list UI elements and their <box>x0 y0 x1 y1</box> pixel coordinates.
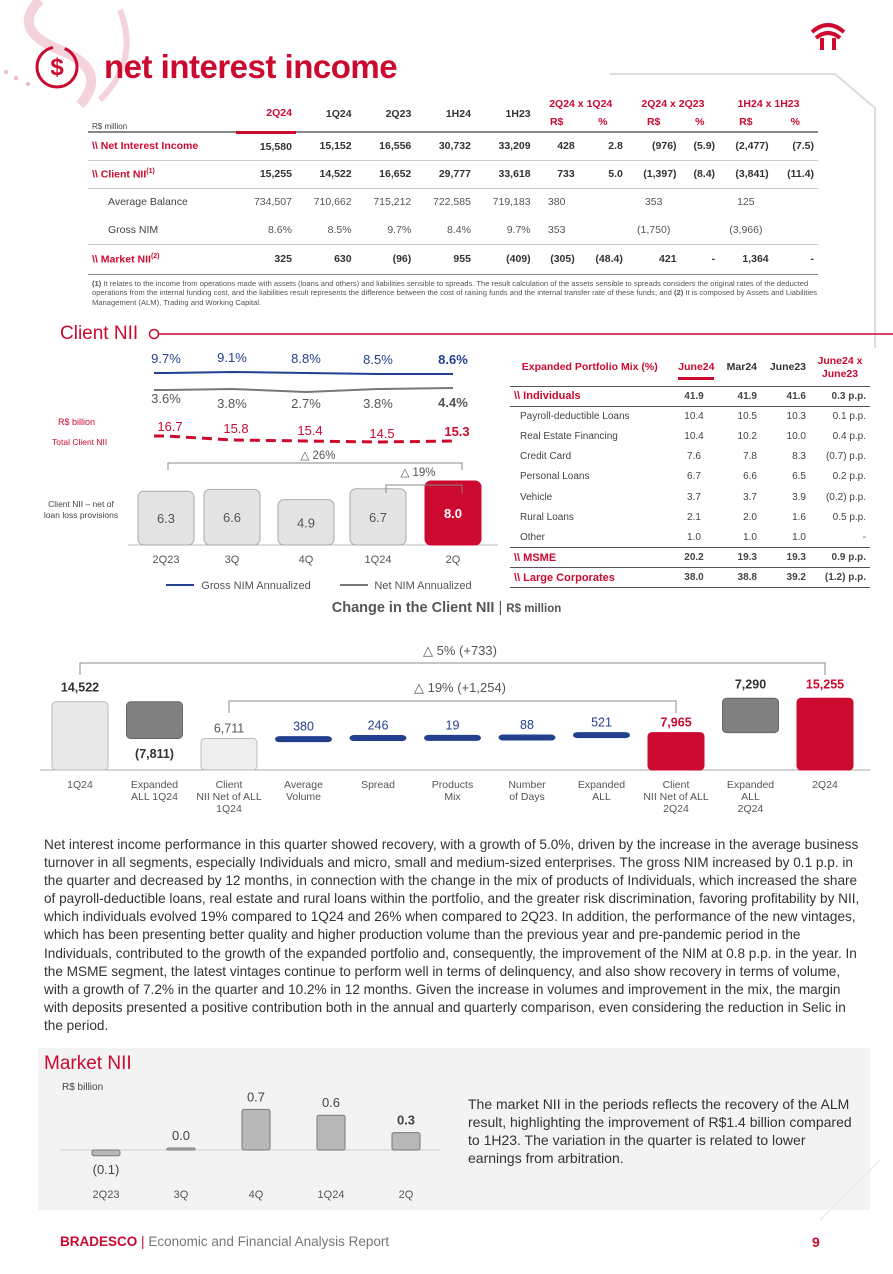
table-cell: 955 <box>453 253 471 265</box>
category-line: ALL 1Q24 <box>131 791 178 803</box>
net-nim-label: 3.8% <box>363 396 393 411</box>
market-bar <box>242 1109 270 1150</box>
subcol-head: R$ <box>646 115 661 128</box>
mix-cell: 10.5 <box>737 411 757 423</box>
waterfall-category-label <box>578 779 625 803</box>
mix-cell: 10.3 <box>786 411 806 423</box>
waterfall-category-label <box>727 779 774 815</box>
market-x-label: 2Q23 <box>92 1189 120 1201</box>
mix-col: June24 <box>678 361 714 380</box>
col-head: 1H24 <box>445 107 471 120</box>
table-cell: 733 <box>557 168 575 180</box>
table-cell: (3,841) <box>735 168 769 180</box>
col-head: 2Q23 <box>385 107 412 120</box>
mix-cell: 19.3 <box>737 552 757 564</box>
table-cell: 8.4% <box>447 223 471 236</box>
delta-mid-bracket <box>229 701 676 713</box>
mix-row <box>510 487 870 507</box>
table-cell: 8.6% <box>268 223 292 236</box>
table-cell: 722,585 <box>432 196 471 209</box>
market-x-label: 3Q <box>173 1189 189 1201</box>
col-head: 1Q24 <box>325 107 352 120</box>
waterfall-bar <box>648 733 704 770</box>
table-cell: 15,152 <box>319 140 352 153</box>
row-label <box>88 216 236 244</box>
table-cell: 33,209 <box>498 140 531 153</box>
mix-cell: 6.6 <box>743 471 757 483</box>
total-label: 15.4 <box>297 423 323 438</box>
footer-report: Economic and Financial Analysis Report <box>148 1234 390 1249</box>
table-cell: 734,507 <box>253 196 292 209</box>
waterfall-category-label <box>643 779 709 815</box>
analysis-paragraph: Net interest income performance in this quarter showed recovery, with a growth of 5.0%, driven by the increase in the average business turnover in all segments, especially Individuals and micro, small and medium-sized enterprises. The gross NIM increased by 0.1 p.p. in the quarter and decreased by 12 months, in connection with the change in the mix of products of Individuals, which increased the share of payroll-deductible loans, real estate and rural loans within the portfolio, and the greater risk discrimination, favoring profitability by NII, which individuals evolved 19% compared to 1Q24 and 26% when compared to 2Q23. In addition, the performance of the new vintages, which has been presenting better quality and higher production volume than the previous year and pre-pandemic period in the Individuals, contributed to the growth of the expanded portfolio and, consequently, the improvement of the NIM at 0.8 p.p. in the year. In the MSME segment, the latest vintages continue to perform well in terms of delinquency, and also show recovery in terms of volume, with a growth of 7.2% in the quarter and 10.2% in 12 months. Given the increase in volumes and improvement in the mix, the margin with deposits presented a positive contribution both in the annual and quarterly comparison, even considering the reduction in Selic in the period. <box>44 837 860 1033</box>
table-cell: 421 <box>659 253 677 265</box>
waterfall-category-label <box>508 779 546 803</box>
table-cell <box>579 216 627 244</box>
table-cell: 428 <box>557 140 575 153</box>
table-cell: 353 <box>547 223 566 236</box>
waterfall-bar <box>350 736 406 741</box>
row-label <box>88 188 236 216</box>
group-head: 1H24 x 1H23 <box>737 98 800 110</box>
table-cell: (1,397) <box>643 168 677 180</box>
table-row <box>88 132 818 160</box>
table-cell: (96) <box>392 253 412 265</box>
waterfall-value-label: 7,965 <box>660 715 692 730</box>
mix-row <box>510 467 870 487</box>
table-row <box>88 216 818 244</box>
net-nim-label: 3.8% <box>217 396 247 411</box>
category-line: ALL <box>741 791 760 803</box>
waterfall-value-label: 88 <box>520 718 534 733</box>
category-line: NII Net of ALL <box>643 791 709 803</box>
category-line: of Days <box>509 791 545 803</box>
mix-cell: 1.0 <box>687 531 701 543</box>
x-tick-label: 3Q <box>224 554 240 566</box>
mix-cell: - <box>862 531 866 543</box>
corner-decoration <box>820 1150 893 1230</box>
table-cell: 9.7% <box>387 223 412 236</box>
waterfall-category-label: Spread <box>361 779 395 791</box>
mix-cell: 20.2 <box>684 552 704 564</box>
footer <box>60 1234 389 1249</box>
delta-top-bracket <box>80 663 825 675</box>
category-line: NII Net of ALL <box>196 791 262 803</box>
col-head: 2Q24 <box>236 96 296 132</box>
mix-cell: 0.3 p.p. <box>831 390 866 402</box>
page-title: net interest income <box>104 48 398 85</box>
delta-mid-label: △ 19% (+1,254) <box>413 680 507 695</box>
table-cell <box>773 188 818 216</box>
table-cell <box>579 188 627 216</box>
row-label-text: \\ Net Interest Income <box>92 140 199 153</box>
table-cell: (8.4) <box>693 168 716 180</box>
waterfall-value-label: 6,711 <box>213 721 245 736</box>
row-label-text: Average Balance <box>108 196 188 209</box>
x-tick-label: 1Q24 <box>364 554 392 566</box>
table-cell: 2.8 <box>608 140 623 153</box>
table-cell: 125 <box>737 196 755 209</box>
svg-text:$: $ <box>50 54 64 81</box>
bradesco-logo <box>808 18 848 54</box>
row-label <box>88 132 236 160</box>
mix-cell: 38.0 <box>684 572 704 584</box>
nii-table <box>88 96 818 275</box>
total-label: 14.5 <box>369 426 395 441</box>
x-tick-label: 2Q <box>445 554 461 566</box>
footnote-1: It relates to the income from operations made with assets (loans and others) and liabilities sensible to spreads. The result calculation of the assets sensible to spreads considers the original rates of the deducted operations from the internal funding cost, and the liabilities result represents the difference between the cost of raising funds and the internal transfer rate of these funds; and <box>92 279 809 298</box>
mix-row <box>510 568 870 588</box>
mix-row <box>510 507 870 527</box>
portfolio-mix-table <box>510 350 870 588</box>
waterfall-title: Change in the Client NII | R$ million <box>331 600 562 616</box>
gross-nim-line <box>154 372 453 374</box>
group-head: 2Q24 x 1Q24 <box>549 98 613 110</box>
mix-col: June24 x June23 <box>810 350 870 386</box>
net-bar-label: Client NII – net of loan loss provisions <box>43 499 119 520</box>
table-cell: 14,522 <box>319 168 352 180</box>
waterfall-value-label: 246 <box>367 718 389 733</box>
category-line: 2Q24 <box>737 803 764 815</box>
waterfall-bar <box>499 735 555 740</box>
waterfall-bar <box>127 702 183 739</box>
net-nim-line <box>154 388 453 392</box>
mix-cell: 39.2 <box>786 572 806 584</box>
category-line: Client <box>662 779 690 791</box>
total-client-nii-label: Total Client NII <box>52 437 108 447</box>
waterfall-bar <box>574 733 630 738</box>
mix-cell: 6.5 <box>792 471 806 483</box>
market-bar <box>392 1133 420 1150</box>
waterfall-value-label: 380 <box>293 719 314 734</box>
market-value-label: 0.0 <box>171 1128 191 1143</box>
net-bar-label: 4.9 <box>296 515 316 531</box>
subcol-head: % <box>598 115 608 128</box>
category-line: Mix <box>444 791 461 803</box>
table-cell: 30,732 <box>438 140 471 153</box>
x-tick-label: 4Q <box>298 554 314 566</box>
net-bar-label: 8.0 <box>443 506 463 521</box>
waterfall-bar <box>52 702 108 770</box>
mix-cell: 0.1 p.p. <box>832 411 866 423</box>
subcol-head: R$ <box>739 115 753 128</box>
table-cell <box>681 216 720 244</box>
waterfall-value-label: 19 <box>445 718 460 733</box>
mix-cell: 3.7 <box>743 491 757 503</box>
table-cell: 8.5% <box>327 223 352 236</box>
table-cell: 1,364 <box>742 253 769 265</box>
table-cell: 353 <box>644 196 663 209</box>
table-cell: 380 <box>547 196 566 209</box>
waterfall-bar <box>201 738 257 770</box>
total-label: 15.8 <box>223 421 249 436</box>
net-bar-label: 6.7 <box>368 509 388 525</box>
mix-cell: (0.2) p.p. <box>825 491 866 503</box>
category-line: Expanded <box>726 779 775 791</box>
table-cell: (5.9) <box>693 140 716 153</box>
mix-label: Credit Card <box>520 451 572 463</box>
footnote-2-label: (2) <box>674 288 684 298</box>
mix-col: Mar24 <box>718 350 761 386</box>
subcol-head: % <box>695 115 705 128</box>
waterfall-chart <box>40 635 870 825</box>
col-head: 1H23 <box>505 107 531 120</box>
table-cell: 719,183 <box>492 196 531 209</box>
footnote-2: It is composed by Assets and Liabilities Management (ALM), Trading and Working Capital. <box>92 288 818 307</box>
row-label-text: Gross NIM <box>108 223 159 236</box>
mix-cell: 2.0 <box>743 511 757 523</box>
waterfall-bar <box>797 698 853 770</box>
mix-cell: 7.8 <box>743 451 757 463</box>
subcol-head: R$ <box>549 115 564 128</box>
row-sup: (2) <box>150 252 160 260</box>
mix-label: \\ MSME <box>514 551 557 564</box>
table-cell: 16,652 <box>379 168 412 180</box>
mix-cell: 10.4 <box>684 430 704 442</box>
footnote-1-label: (1) <box>92 279 102 288</box>
waterfall-category-label <box>284 779 323 803</box>
waterfall-bar <box>723 698 779 732</box>
mix-label: \\ Individuals <box>514 390 581 403</box>
mix-cell: 0.5 p.p. <box>832 511 866 523</box>
mix-label: Other <box>520 531 546 543</box>
waterfall-category-label <box>131 779 178 803</box>
mix-label: Personal Loans <box>520 471 590 483</box>
mix-cell: 10.2 <box>737 430 757 442</box>
net-nim-label: 4.4% <box>438 395 468 410</box>
table-row <box>88 160 818 188</box>
gross-nim-label: 8.8% <box>291 351 321 366</box>
category-line: Products <box>431 779 474 791</box>
mix-cell: 10.4 <box>684 411 704 423</box>
row-sup: (1) <box>146 167 155 175</box>
market-bar <box>317 1115 345 1150</box>
market-x-label: 1Q24 <box>317 1189 345 1201</box>
category-line: Number <box>508 779 546 791</box>
market-unit: R$ billion <box>62 1082 104 1093</box>
table-cell: 715,212 <box>373 196 412 209</box>
table-cell: 15,255 <box>259 168 292 180</box>
row-label-text: \\ Market NII <box>92 253 151 266</box>
gross-nim-label: 9.7% <box>151 351 181 366</box>
category-line: 2Q24 <box>663 803 689 815</box>
mix-label: Real Estate Financing <box>520 430 618 442</box>
table-cell: (3,966) <box>729 223 763 236</box>
mix-cell: 3.9 <box>792 491 806 503</box>
table-cell: 630 <box>334 253 352 265</box>
total-label: 16.7 <box>157 419 183 434</box>
mix-row <box>510 406 870 426</box>
net-nim-label: 2.7% <box>291 396 321 411</box>
footer-brand: BRADESCO <box>60 1234 138 1249</box>
market-nii-text: The market NII in the periods reflects the recovery of the ALM result, highlighting the improvement of R$1.4 billion compared to 1H23. The variation in the quarter is related to lower earnings from arbitration. <box>468 1096 852 1166</box>
mix-cell: 0.4 p.p. <box>832 430 866 442</box>
client-nii-heading: Client NII <box>60 323 139 344</box>
legend-net-label: Net NIM Annualized <box>374 580 472 592</box>
mix-cell: 1.0 <box>743 531 757 543</box>
table-cell: 325 <box>274 253 292 265</box>
market-x-label: 4Q <box>248 1189 264 1201</box>
table-cell: (305) <box>550 253 575 265</box>
gross-nim-label: 9.1% <box>217 350 247 365</box>
table-cell: 29,777 <box>438 168 471 180</box>
gross-nim-label: 8.5% <box>363 352 393 367</box>
category-line: Average <box>284 779 323 791</box>
category-line: Client <box>215 779 243 791</box>
table-cell <box>773 216 818 244</box>
market-bar <box>92 1150 120 1156</box>
waterfall-value-label: 521 <box>591 715 612 730</box>
client-unit: R$ billion <box>58 417 96 427</box>
delta-19-label: △ 19% <box>400 467 436 479</box>
mix-cell: 1.6 <box>792 511 806 523</box>
mix-cell: 7.6 <box>687 451 701 463</box>
waterfall-unit: R$ million <box>506 603 562 615</box>
table-cell: 9.7% <box>506 223 531 236</box>
table-row <box>88 188 818 216</box>
waterfall-value-label: (7,811) <box>135 747 174 761</box>
x-tick-label: 2Q23 <box>152 554 180 566</box>
mix-cell: 41.6 <box>786 390 806 402</box>
table-cell <box>681 188 720 216</box>
table-cell: 710,662 <box>313 196 352 209</box>
nii-unit: R$ million <box>92 122 128 131</box>
waterfall-category-label: 2Q24 <box>812 779 838 791</box>
waterfall-category-label: 1Q24 <box>67 779 93 791</box>
table-cell: (976) <box>652 140 677 153</box>
market-value-label: 0.6 <box>321 1095 341 1111</box>
mix-label: Rural Loans <box>520 511 574 523</box>
mix-col: June23 <box>761 350 810 386</box>
market-value-label: 0.7 <box>246 1089 266 1105</box>
mix-row <box>510 548 870 568</box>
mix-head: Expanded Portfolio Mix (%) <box>510 350 670 386</box>
row-label <box>88 160 236 188</box>
mix-cell: 19.3 <box>786 552 806 564</box>
mix-cell: 10.0 <box>786 430 806 442</box>
footer-sep: | <box>141 1234 145 1249</box>
market-value-label: 0.3 <box>396 1112 416 1128</box>
waterfall-value-label: 15,255 <box>805 677 845 692</box>
dollar-icon <box>32 42 82 92</box>
subcol-head: % <box>790 115 800 128</box>
table-cell: (11.4) <box>787 168 814 180</box>
table-cell: - <box>810 253 814 265</box>
category-line: Expanded <box>577 779 626 791</box>
waterfall-value-label: 7,290 <box>734 677 767 692</box>
table-cell: (409) <box>506 253 531 265</box>
mix-cell: 0.2 p.p. <box>832 471 866 483</box>
waterfall-category-label <box>196 779 262 815</box>
mix-label: Vehicle <box>520 491 553 503</box>
mix-row <box>510 426 870 446</box>
category-line: Volume <box>285 791 322 803</box>
client-nii-chart <box>128 345 498 595</box>
category-line: ALL <box>592 791 611 803</box>
market-nii-chart <box>60 1085 440 1205</box>
mix-cell: 41.9 <box>737 390 757 402</box>
table-row <box>88 244 818 274</box>
table-cell: 15,580 <box>259 140 292 153</box>
mix-cell: 38.8 <box>737 572 757 584</box>
legend-gross-label: Gross NIM Annualized <box>201 580 311 592</box>
row-label <box>88 244 236 274</box>
mix-label: \\ Large Corporates <box>514 571 615 584</box>
market-x-label: 2Q <box>398 1189 414 1201</box>
table-cell: (2,477) <box>735 140 769 153</box>
nii-footnote <box>92 279 822 307</box>
mix-cell: 2.1 <box>687 511 701 523</box>
mix-cell: 41.9 <box>684 390 704 402</box>
gross-nim-label: 8.6% <box>438 352 468 367</box>
mix-cell: 6.7 <box>687 471 701 483</box>
table-cell: (7.5) <box>792 140 814 153</box>
waterfall-title-text: Change in the Client NII <box>331 600 495 616</box>
table-cell: 5.0 <box>608 168 623 180</box>
table-cell: (1,750) <box>637 223 671 236</box>
mix-row <box>510 527 870 547</box>
total-label: 15.3 <box>444 424 470 439</box>
table-cell: 16,556 <box>379 140 412 153</box>
net-nim-label: 3.6% <box>151 391 181 406</box>
row-label-text: \\ Client NII <box>92 168 147 181</box>
waterfall-value-label: 14,522 <box>60 680 100 695</box>
waterfall-bar <box>276 737 332 742</box>
page-number: 9 <box>812 1234 820 1250</box>
mix-row <box>510 447 870 467</box>
net-bar-label: 6.3 <box>156 511 176 527</box>
category-line: 1Q24 <box>216 803 242 815</box>
category-line: Expanded <box>130 779 179 791</box>
delta-26-label: △ 26% <box>300 450 336 462</box>
table-cell: 33,618 <box>498 168 531 180</box>
waterfall-bar <box>425 735 481 740</box>
mix-cell: (1.2) p.p. <box>824 572 866 584</box>
mix-cell: 0.9 p.p. <box>831 552 866 564</box>
group-head: 2Q24 x 2Q23 <box>641 98 705 110</box>
delta-top-label: △ 5% (+733) <box>423 643 497 658</box>
table-cell: (48.4) <box>595 253 623 265</box>
net-bar-label: 6.6 <box>222 510 242 526</box>
mix-label: Payroll-deductible Loans <box>520 411 630 423</box>
mix-cell: 3.7 <box>687 491 701 503</box>
market-bar <box>167 1148 195 1150</box>
mix-cell: 8.3 <box>792 451 806 463</box>
mix-cell: (0.7) p.p. <box>825 451 866 463</box>
market-nii-heading: Market NII <box>44 1053 132 1074</box>
mix-cell: 1.0 <box>792 531 806 543</box>
section-rule <box>148 328 893 340</box>
waterfall-category-label <box>432 779 473 803</box>
table-cell: - <box>711 253 716 265</box>
market-value-label: (0.1) <box>92 1161 120 1177</box>
mix-row <box>510 386 870 406</box>
